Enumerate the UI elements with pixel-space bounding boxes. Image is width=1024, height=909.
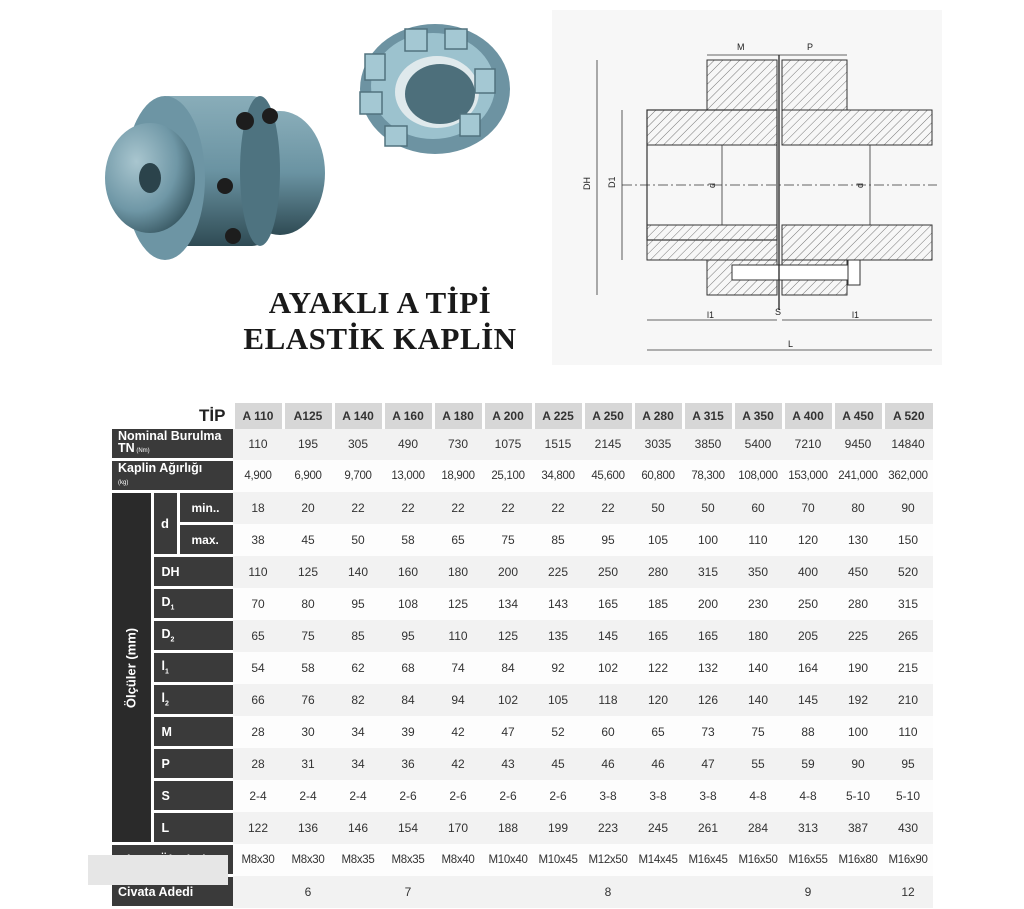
dim-label-l1-left: l1 (707, 310, 715, 320)
d-max-cell: 75 (483, 524, 533, 556)
dimension-cell: 43 (483, 748, 533, 780)
nominal-torque-symbol: TN (118, 441, 135, 455)
bolt-count-cell (533, 876, 583, 908)
dimension-cell: 145 (783, 684, 833, 716)
dimension-cell: 110 (433, 620, 483, 652)
dimension-cell: 28 (233, 748, 283, 780)
bolt-count-cell (483, 876, 533, 908)
coupling-photo (105, 78, 335, 263)
type-header: A 400 (783, 403, 833, 429)
d-max-cell: 50 (333, 524, 383, 556)
dimension-cell: 192 (833, 684, 883, 716)
tip-header-label: TİP (199, 406, 226, 425)
type-header: A 180 (433, 403, 483, 429)
dimension-cell: 450 (833, 556, 883, 588)
d-max-cell: 58 (383, 524, 433, 556)
bolt-count-label: Civata Adedi (112, 876, 233, 908)
dimension-cell: 42 (433, 716, 483, 748)
nominal-torque-cell: 9450 (833, 429, 883, 460)
dimension-cell: 223 (583, 812, 633, 844)
dimension-cell: 165 (683, 620, 733, 652)
dimension-cell: 350 (733, 556, 783, 588)
dim-label-d1: D1 (607, 176, 617, 188)
dimension-cell: 180 (433, 556, 483, 588)
dimension-cell: 315 (883, 588, 933, 620)
dimension-cell: 75 (733, 716, 783, 748)
bolt-count-cell (683, 876, 733, 908)
dimension-cell: 102 (483, 684, 533, 716)
dimension-cell: 210 (883, 684, 933, 716)
dimension-cell: 2-4 (233, 780, 283, 812)
dim-label-d-left: d (707, 182, 717, 188)
dim-label-d-right: d (855, 182, 865, 188)
d-max-cell: 150 (883, 524, 933, 556)
type-header: A 160 (383, 403, 433, 429)
dimension-cell: 95 (333, 588, 383, 620)
d-max-cell: 100 (683, 524, 733, 556)
nominal-torque-label (112, 429, 233, 460)
dimension-cell: 280 (833, 588, 883, 620)
dimension-cell: 47 (683, 748, 733, 780)
dimension-cell: 165 (583, 588, 633, 620)
dimension-cell: 65 (233, 620, 283, 652)
type-header: A 140 (333, 403, 383, 429)
dimension-cell: 30 (283, 716, 333, 748)
dimension-cell: 34 (333, 716, 383, 748)
d-max-cell: 65 (433, 524, 483, 556)
dim-label-l: L (788, 339, 794, 349)
d-min-cell: 70 (783, 492, 833, 524)
dim-label-p: P (807, 42, 814, 52)
dimension-label: $l_2$ (152, 684, 233, 716)
dimension-cell: 74 (433, 652, 483, 684)
dimension-label: L (152, 812, 233, 844)
dimension-cell: 250 (583, 556, 633, 588)
dimension-label: M (152, 716, 233, 748)
dimension-cell: 31 (283, 748, 333, 780)
dimension-row (112, 588, 933, 620)
nominal-torque-cell: 1515 (533, 429, 583, 460)
dimension-cell: 68 (383, 652, 433, 684)
bolt-size-cell: M16x45 (683, 844, 733, 876)
d-min-cell: 50 (683, 492, 733, 524)
dimension-cell: 47 (483, 716, 533, 748)
bolt-count-cell (833, 876, 883, 908)
dimension-cell: 125 (283, 556, 333, 588)
dimension-cell: 520 (883, 556, 933, 588)
bolt-size-row (112, 844, 933, 876)
dimension-subscript: 2 (164, 700, 169, 708)
dimension-cell: 54 (233, 652, 283, 684)
dim-label-m: M (737, 42, 745, 52)
dimension-cell: 110 (883, 716, 933, 748)
d-max-cell: 120 (783, 524, 833, 556)
bolt-count-row (112, 876, 933, 908)
nominal-torque-cell: 195 (283, 429, 333, 460)
bolt-count-cell (633, 876, 683, 908)
nominal-torque-sub (118, 442, 233, 457)
dimension-cell: 165 (633, 620, 683, 652)
dimension-cell: 65 (633, 716, 683, 748)
dimension-cell: 143 (533, 588, 583, 620)
d-max-cell: 130 (833, 524, 883, 556)
weight-label (112, 460, 233, 492)
dimension-cell: 125 (483, 620, 533, 652)
type-header: A 250 (583, 403, 633, 429)
dimension-cell: 140 (733, 652, 783, 684)
dimension-cell: 225 (533, 556, 583, 588)
dimension-cell: 92 (533, 652, 583, 684)
bolt-count-cell (733, 876, 783, 908)
dimension-label: DH (152, 556, 233, 588)
dimension-row (112, 684, 933, 716)
type-header: A 520 (883, 403, 933, 429)
dim-label-l1-right: l1 (852, 310, 860, 320)
dimension-cell: 2-6 (483, 780, 533, 812)
dimension-cell: 135 (533, 620, 583, 652)
dimension-cell: 284 (733, 812, 783, 844)
dimension-cell: 120 (633, 684, 683, 716)
dimension-cell: 140 (733, 684, 783, 716)
d-max-cell: 38 (233, 524, 283, 556)
dimension-label: S (152, 780, 233, 812)
bolt-size-cell: M16x55 (783, 844, 833, 876)
nominal-torque-cell: 490 (383, 429, 433, 460)
dimension-cell: 160 (383, 556, 433, 588)
d-min-cell: 22 (383, 492, 433, 524)
dimension-cell: 122 (633, 652, 683, 684)
dimension-cell: 73 (683, 716, 733, 748)
dimension-cell: 140 (333, 556, 383, 588)
type-header: A 315 (683, 403, 733, 429)
d-min-row (112, 492, 933, 524)
title-line-2: ELASTİK KAPLİN (243, 321, 517, 356)
d-min-cell: 60 (733, 492, 783, 524)
bolt-count-cell: 9 (783, 876, 833, 908)
d-min-cell: 22 (333, 492, 383, 524)
dimension-cell: 59 (783, 748, 833, 780)
dimensions-label (112, 492, 152, 844)
dimension-cell: 84 (483, 652, 533, 684)
dimension-cell: 75 (283, 620, 333, 652)
dimension-cell: 100 (833, 716, 883, 748)
bolt-count-cell: 12 (883, 876, 933, 908)
dimension-cell: 55 (733, 748, 783, 780)
dimension-cell: 36 (383, 748, 433, 780)
dimension-cell: 125 (433, 588, 483, 620)
dimension-cell: 205 (783, 620, 833, 652)
weight-cell: 6,900 (283, 460, 333, 492)
dimension-cell: 88 (783, 716, 833, 748)
d-min-label: min.. (178, 492, 233, 524)
dimension-cell: 94 (433, 684, 483, 716)
bolt-size-cell: M8x40 (433, 844, 483, 876)
d-min-cell: 22 (583, 492, 633, 524)
dimension-cell: 200 (683, 588, 733, 620)
dimension-cell: 122 (233, 812, 283, 844)
nominal-torque-title: Nominal Burulma (118, 429, 222, 443)
d-min-cell: 20 (283, 492, 333, 524)
bolt-size-cell: M16x90 (883, 844, 933, 876)
spec-table (112, 403, 933, 909)
bolt-size-cell: M8x35 (383, 844, 433, 876)
dimension-cell: 60 (583, 716, 633, 748)
bolt-size-cell: M8x35 (333, 844, 383, 876)
dimension-cell: 250 (783, 588, 833, 620)
d-min-cell: 22 (533, 492, 583, 524)
d-max-cell: 45 (283, 524, 333, 556)
title-line-1: AYAKLI A TİPİ (268, 285, 492, 320)
dimension-cell: 315 (683, 556, 733, 588)
bolt-count-cell: 6 (283, 876, 333, 908)
dimension-cell: 2-6 (533, 780, 583, 812)
dimension-cell: 3-8 (583, 780, 633, 812)
type-header: A 110 (233, 403, 283, 429)
dimensions-label-text: Ölçüler (mm) (123, 627, 139, 708)
dimension-cell: 118 (583, 684, 633, 716)
d-max-cell: 110 (733, 524, 783, 556)
dimension-cell: 134 (483, 588, 533, 620)
dimension-cell: 34 (333, 748, 383, 780)
bolt-count-cell (233, 876, 283, 908)
nominal-torque-cell: 3035 (633, 429, 683, 460)
dimension-cell: 5-10 (883, 780, 933, 812)
dimension-cell: 154 (383, 812, 433, 844)
dim-label-dh: DH (582, 177, 592, 190)
nominal-torque-cell: 2145 (583, 429, 633, 460)
type-header: A 450 (833, 403, 883, 429)
dimension-cell: 66 (233, 684, 283, 716)
type-header: A 280 (633, 403, 683, 429)
dimension-label: $l_1$ (152, 652, 233, 684)
header-row (112, 403, 933, 429)
dimension-row (112, 716, 933, 748)
d-min-cell: 22 (483, 492, 533, 524)
weight-cell: 34,800 (533, 460, 583, 492)
dimension-cell: 5-10 (833, 780, 883, 812)
dimension-cell: 200 (483, 556, 533, 588)
dimension-cell: 90 (833, 748, 883, 780)
dimension-cell: 387 (833, 812, 883, 844)
dimension-cell: 180 (733, 620, 783, 652)
weight-cell: 78,300 (683, 460, 733, 492)
dimension-cell: 280 (633, 556, 683, 588)
bolt-size-cell: M12x50 (583, 844, 633, 876)
dimension-cell: 132 (683, 652, 733, 684)
bolt-size-cell: M16x80 (833, 844, 883, 876)
dimension-cell: 313 (783, 812, 833, 844)
dimension-cell: 225 (833, 620, 883, 652)
d-max-cell: 105 (633, 524, 683, 556)
dimension-cell: 105 (533, 684, 583, 716)
nominal-torque-cell: 14840 (883, 429, 933, 460)
bolt-size-cell: M8x30 (283, 844, 333, 876)
nominal-torque-cell: 5400 (733, 429, 783, 460)
bolt-size-cell: M10x45 (533, 844, 583, 876)
nominal-torque-cell: 7210 (783, 429, 833, 460)
dimension-cell: 39 (383, 716, 433, 748)
dimension-cell: 2-6 (433, 780, 483, 812)
dimension-label: P (152, 748, 233, 780)
dimension-subscript: 1 (164, 668, 169, 676)
nominal-torque-cell: 3850 (683, 429, 733, 460)
nominal-torque-cell: 730 (433, 429, 483, 460)
dimension-cell: 3-8 (683, 780, 733, 812)
dimension-cell: 28 (233, 716, 283, 748)
page-title (230, 285, 530, 357)
dimension-cell: 199 (533, 812, 583, 844)
dimension-label: $D_2$ (152, 620, 233, 652)
dimension-cell: 45 (533, 748, 583, 780)
dimension-cell: 261 (683, 812, 733, 844)
dimension-cell: 126 (683, 684, 733, 716)
weight-cell: 13,000 (383, 460, 433, 492)
type-header: A 225 (533, 403, 583, 429)
dimension-cell: 3-8 (633, 780, 683, 812)
weight-row (112, 460, 933, 492)
dimension-cell: 245 (633, 812, 683, 844)
bolt-count-cell (333, 876, 383, 908)
dimension-cell: 4-8 (733, 780, 783, 812)
dimension-row (112, 556, 933, 588)
dimension-cell: 136 (283, 812, 333, 844)
d-min-cell: 22 (433, 492, 483, 524)
dimension-cell: 2-4 (283, 780, 333, 812)
dimension-cell: 80 (283, 588, 333, 620)
dimension-cell: 46 (583, 748, 633, 780)
d-max-row (112, 524, 933, 556)
weight-cell: 60,800 (633, 460, 683, 492)
nominal-torque-cell: 305 (333, 429, 383, 460)
d-min-cell: 50 (633, 492, 683, 524)
dimension-cell: 164 (783, 652, 833, 684)
dimension-row (112, 780, 933, 812)
nominal-torque-cell: 1075 (483, 429, 533, 460)
dimension-cell: 70 (233, 588, 283, 620)
type-header: A125 (283, 403, 333, 429)
dimension-cell: 76 (283, 684, 333, 716)
d-max-cell: 95 (583, 524, 633, 556)
weight-unit: (kg) (118, 480, 129, 486)
dimension-row (112, 748, 933, 780)
dimension-cell: 95 (883, 748, 933, 780)
dimension-cell: 85 (333, 620, 383, 652)
weight-cell: 241,000 (833, 460, 883, 492)
dimension-cell: 190 (833, 652, 883, 684)
dimension-row (112, 652, 933, 684)
type-header: A 350 (733, 403, 783, 429)
bolt-size-cell: M16x50 (733, 844, 783, 876)
nominal-torque-row (112, 429, 933, 460)
weight-cell: 4,900 (233, 460, 283, 492)
bolt-count-cell: 7 (383, 876, 433, 908)
weight-cell: 45,600 (583, 460, 633, 492)
dimension-cell: 146 (333, 812, 383, 844)
weight-cell: 362,000 (883, 460, 933, 492)
dimension-cell: 188 (483, 812, 533, 844)
nominal-torque-unit: (Nm) (134, 448, 150, 454)
weight-cell: 108,000 (733, 460, 783, 492)
dimension-cell: 215 (883, 652, 933, 684)
dimension-cell: 400 (783, 556, 833, 588)
dimension-cell: 62 (333, 652, 383, 684)
d-min-cell: 90 (883, 492, 933, 524)
dimension-cell: 82 (333, 684, 383, 716)
dimension-cell: 430 (883, 812, 933, 844)
dimension-row (112, 620, 933, 652)
dimension-cell: 108 (383, 588, 433, 620)
d-label: d (152, 492, 178, 556)
dimension-cell: 84 (383, 684, 433, 716)
dimension-cell: 265 (883, 620, 933, 652)
dimension-subscript: 1 (170, 604, 175, 612)
weight-cell: 9,700 (333, 460, 383, 492)
dimension-cell: 2-6 (383, 780, 433, 812)
d-max-cell: 85 (533, 524, 583, 556)
weight-title: Kaplin Ağırlığı (118, 461, 203, 475)
bolt-size-cell: M10x40 (483, 844, 533, 876)
d-min-cell: 80 (833, 492, 883, 524)
dimension-cell: 2-4 (333, 780, 383, 812)
d-max-label: max. (178, 524, 233, 556)
footer-bar (88, 855, 228, 885)
type-header: A 200 (483, 403, 533, 429)
elastic-ring-photo (345, 14, 515, 164)
dimension-cell: 58 (283, 652, 333, 684)
bolt-size-cell: M8x30 (233, 844, 283, 876)
dimension-cell: 185 (633, 588, 683, 620)
weight-cell: 18,900 (433, 460, 483, 492)
nominal-torque-cell: 110 (233, 429, 283, 460)
dimension-cell: 52 (533, 716, 583, 748)
dimension-subscript: 2 (170, 636, 175, 644)
d-min-cell: 18 (233, 492, 283, 524)
bolt-count-cell: 8 (583, 876, 633, 908)
dimension-cell: 46 (633, 748, 683, 780)
dimension-cell: 230 (733, 588, 783, 620)
weight-cell: 153,000 (783, 460, 833, 492)
dimension-label: $D_1$ (152, 588, 233, 620)
dimension-cell: 110 (233, 556, 283, 588)
weight-cell: 25,100 (483, 460, 533, 492)
technical-drawing (552, 10, 942, 365)
dim-label-s: S (775, 307, 782, 317)
dimension-cell: 102 (583, 652, 633, 684)
dimension-cell: 42 (433, 748, 483, 780)
dimension-cell: 170 (433, 812, 483, 844)
dimension-cell: 145 (583, 620, 633, 652)
dimension-cell: 95 (383, 620, 433, 652)
bolt-count-cell (433, 876, 483, 908)
dimension-row (112, 812, 933, 844)
dimension-cell: 4-8 (783, 780, 833, 812)
bolt-size-cell: M14x45 (633, 844, 683, 876)
